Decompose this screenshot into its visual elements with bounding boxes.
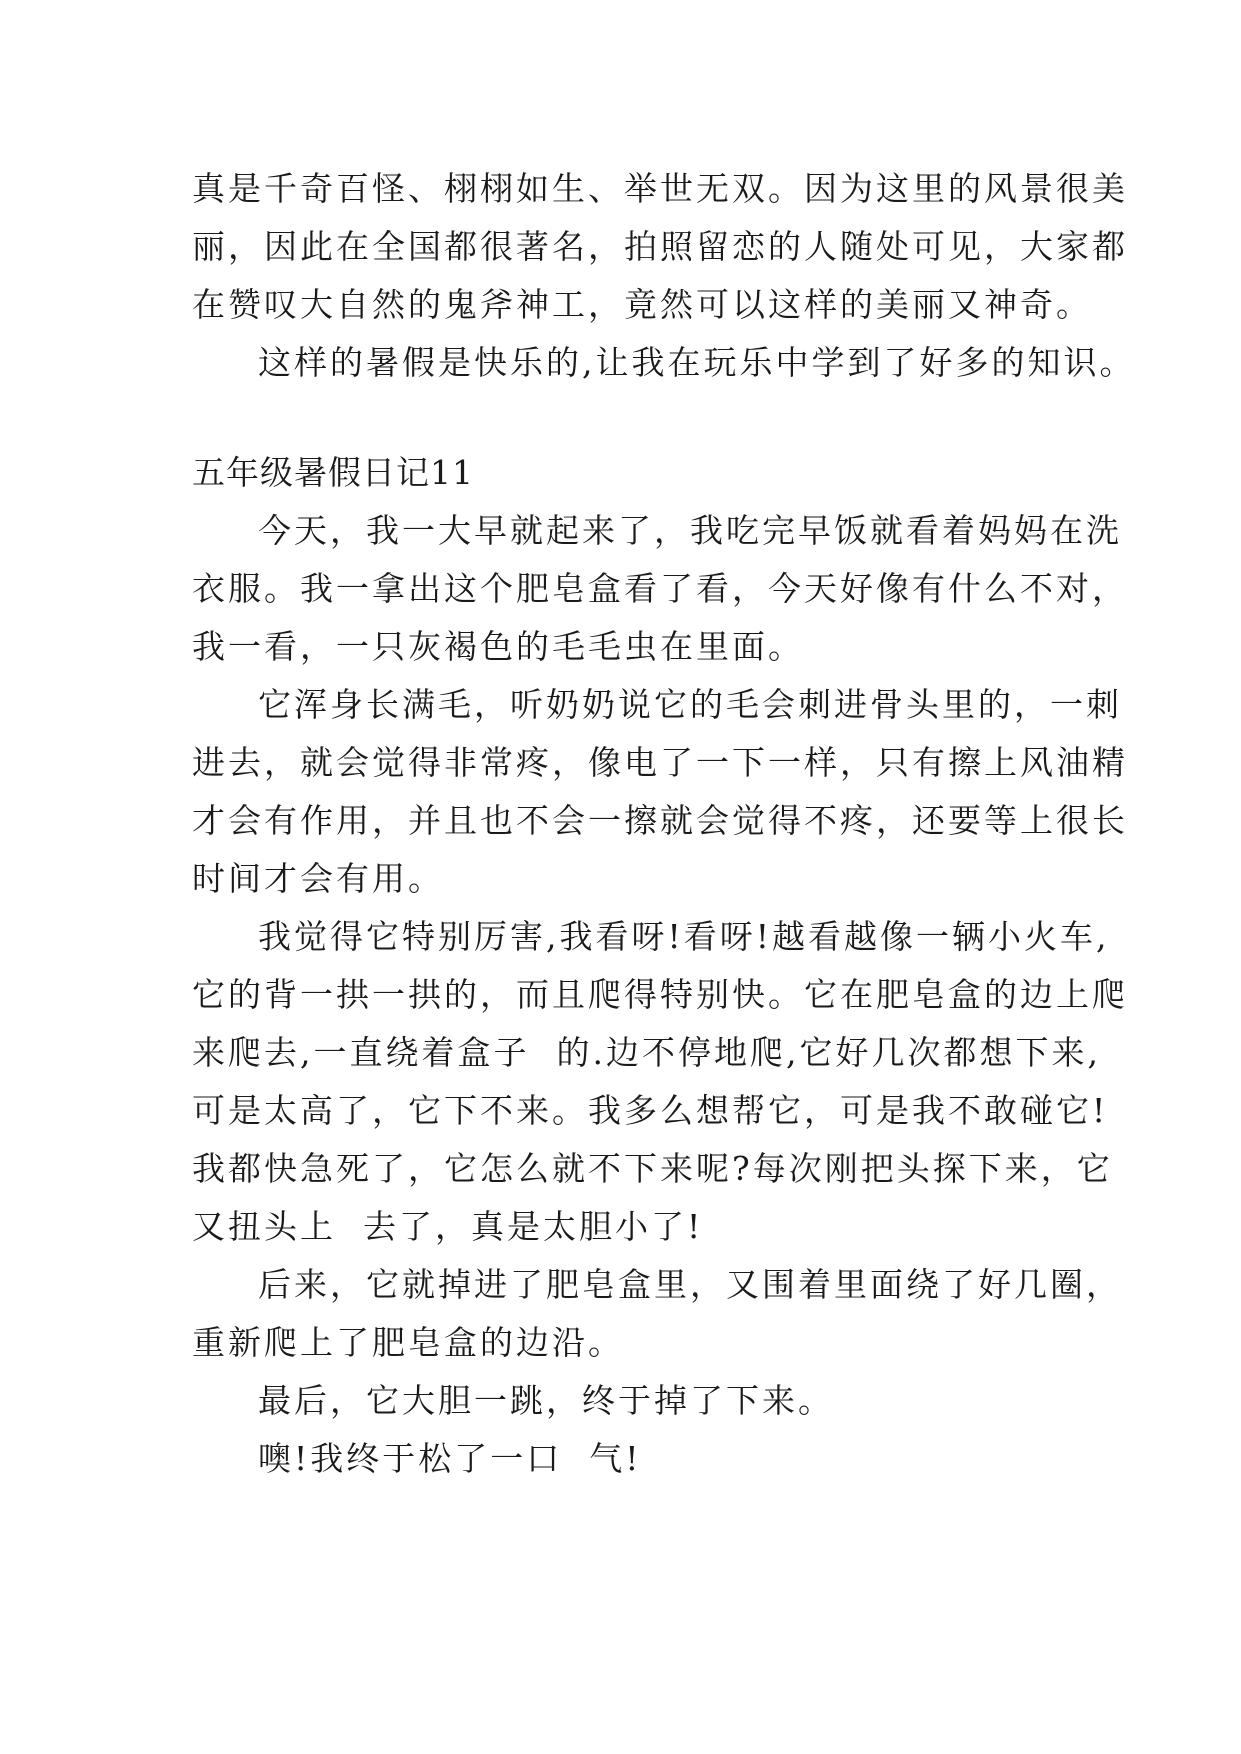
text-line: 丽，因此在全国都很著名，拍照留恋的人随处可见，大家都 bbox=[192, 227, 1128, 266]
text-line: 才会有作用，并且也不会一擦就会觉得不疼，还要等上很长 bbox=[192, 801, 1128, 840]
text-line: 我一看，一只灰褐色的毛毛虫在里面。 bbox=[192, 627, 804, 666]
section-title: 五年级暑假日记11 bbox=[192, 453, 474, 492]
text-line: 它浑身长满毛，听奶奶说它的毛会刺进骨头里的，一刺 bbox=[258, 685, 1122, 724]
section-gap bbox=[192, 392, 1054, 444]
text-line: 时间才会有用。 bbox=[192, 859, 444, 898]
text-line: 来爬去,一直绕着盒子 的.边不停地爬,它好几次都想下来, bbox=[192, 1033, 1101, 1072]
text-line: 后来，它就掉进了肥皂盒里，又围着里面绕了好几圈， bbox=[258, 1265, 1122, 1304]
text-line: 我都快急死了，它怎么就不下来呢?每次刚把头探下来，它 bbox=[192, 1149, 1113, 1188]
text-line: 可是太高了，它下不来。我多么想帮它，可是我不敢碰它! bbox=[192, 1091, 1109, 1130]
document-body bbox=[192, 160, 1136, 1488]
text-line: 重新爬上了肥皂盒的边沿。 bbox=[192, 1323, 624, 1362]
text-line: 又扭头上 去了，真是太胆小了! bbox=[192, 1207, 704, 1246]
text-line: 衣服。我一拿出这个肥皂盒看了看，今天好像有什么不对， bbox=[192, 569, 1128, 608]
text-line: 噢!我终于松了一口 气! bbox=[258, 1439, 642, 1478]
text-line: 今天，我一大早就起来了，我吃完早饭就看着妈妈在洗 bbox=[258, 511, 1122, 550]
closing-paragraph: 这样的暑假是快乐的,让我在玩乐中学到了好多的知识。 bbox=[258, 343, 1136, 382]
text-line: 进去，就会觉得非常疼，像电了一下一样，只有擦上风油精 bbox=[192, 743, 1128, 782]
text-line: 真是千奇百怪、栩栩如生、举世无双。因为这里的风景很美 bbox=[192, 169, 1128, 208]
text-line: 最后，它大胆一跳，终于掉了下来。 bbox=[258, 1381, 834, 1420]
text-line: 我觉得它特别厉害,我看呀!看呀!越看越像一辆小火车, bbox=[258, 917, 1110, 956]
text-line: 在赞叹大自然的鬼斧神工，竟然可以这样的美丽又神奇。 bbox=[192, 285, 1092, 324]
text-line: 它的背一拱一拱的，而且爬得特别快。它在肥皂盒的边上爬 bbox=[192, 975, 1128, 1014]
